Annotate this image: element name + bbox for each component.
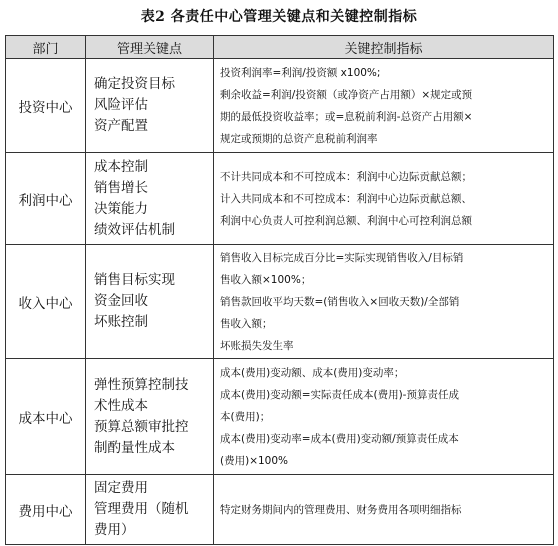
key-point: 销售目标实现 xyxy=(94,272,175,288)
indicator-line: 成本(费用)变动额、成本(费用)变动率； xyxy=(220,366,405,379)
header-indicators: 关键控制指标 xyxy=(214,36,554,59)
dept-cell: 利润中心 xyxy=(6,153,86,245)
table-row xyxy=(6,59,554,153)
indicator-line: 成本(费用)变动额=实际责任成本(费用)-预算责任成 xyxy=(220,388,459,401)
dept-cell: 收入中心 xyxy=(6,245,86,359)
indicator-line: 规定或预期的总资产息税前利润率 xyxy=(220,132,378,145)
indicator-line: 销售收入目标完成百分比=实际实现销售收入/目标销 xyxy=(220,251,464,264)
indicator-line: 售收入额×100%； xyxy=(220,273,312,286)
indicator-line: 特定财务期间内的管理费用、财务费用各项明细指标 xyxy=(220,503,462,516)
indicator-line: 销售款回收平均天数=(销售收入×回收天数)/全部销 xyxy=(220,295,460,308)
indicator-line: 本(费用)； xyxy=(220,410,271,423)
key-point: 固定费用 xyxy=(94,480,148,496)
key-point: 绩效评估机制 xyxy=(94,221,175,238)
indicator-line: 不计共同成本和不可控成本：利润中心边际贡献总额； xyxy=(220,170,472,183)
dept-cell: 投资中心 xyxy=(6,59,86,153)
indicator-line: 坏账损失发生率 xyxy=(220,339,294,352)
key-point: 决策能力 xyxy=(94,200,148,217)
indicator-line: 利润中心负责人可控利润总额、利润中心可控利润总额 xyxy=(220,214,472,227)
indicator-line: (费用)×100% xyxy=(220,454,289,467)
table-row xyxy=(6,359,554,475)
key-point: 资金回收 xyxy=(94,293,148,309)
key-points-cell xyxy=(86,475,214,545)
key-point: 费用） xyxy=(94,522,135,538)
table-header-row xyxy=(6,36,554,59)
key-point: 制酌量性成本 xyxy=(94,439,175,456)
indicator-line: 售收入额； xyxy=(220,317,273,330)
table-row xyxy=(6,245,554,359)
table-title: 表2 各责任中心管理关键点和关键控制指标 xyxy=(140,9,418,25)
indicator-line: 期的最低投资收益率；或=息税前利润-总资产占用额× xyxy=(220,110,473,123)
key-point: 风险评估 xyxy=(94,97,148,113)
table-row xyxy=(6,153,554,245)
responsibility-center-table xyxy=(5,35,554,545)
key-points-cell xyxy=(86,153,214,245)
indicator-line: 计入共同成本和不可控成本：利润中心边际贡献总额、 xyxy=(220,192,472,205)
indicators-cell xyxy=(214,153,554,245)
indicators-cell xyxy=(214,245,554,359)
key-point: 术性成本 xyxy=(94,397,148,414)
key-point: 资产配置 xyxy=(94,118,148,134)
key-points-cell xyxy=(86,59,214,153)
key-point: 管理费用（随机 xyxy=(94,501,189,517)
key-points-cell xyxy=(86,359,214,475)
dept-cell: 费用中心 xyxy=(6,475,86,545)
key-point: 预算总额审批控 xyxy=(94,418,189,435)
indicators-cell xyxy=(214,59,554,153)
key-point: 弹性预算控制技 xyxy=(94,376,189,393)
key-points-cell xyxy=(86,245,214,359)
header-key-points: 管理关键点 xyxy=(86,36,214,59)
indicator-line: 成本(费用)变动率=成本(费用)变动额/预算责任成本 xyxy=(220,432,459,445)
dept-cell: 成本中心 xyxy=(6,359,86,475)
key-point: 确定投资目标 xyxy=(94,76,175,92)
indicators-cell xyxy=(214,475,554,545)
key-point: 坏账控制 xyxy=(94,314,148,330)
indicator-line: 剩余收益=利润/投资额（或净资产占用额）×规定或预 xyxy=(220,88,473,101)
key-point: 销售增长 xyxy=(94,179,148,196)
table-row xyxy=(6,475,554,545)
indicator-line: 投资利润率=利润/投资额 x100%; xyxy=(220,66,381,79)
header-dept: 部门 xyxy=(6,36,86,59)
key-point: 成本控制 xyxy=(94,158,148,175)
indicators-cell xyxy=(214,359,554,475)
